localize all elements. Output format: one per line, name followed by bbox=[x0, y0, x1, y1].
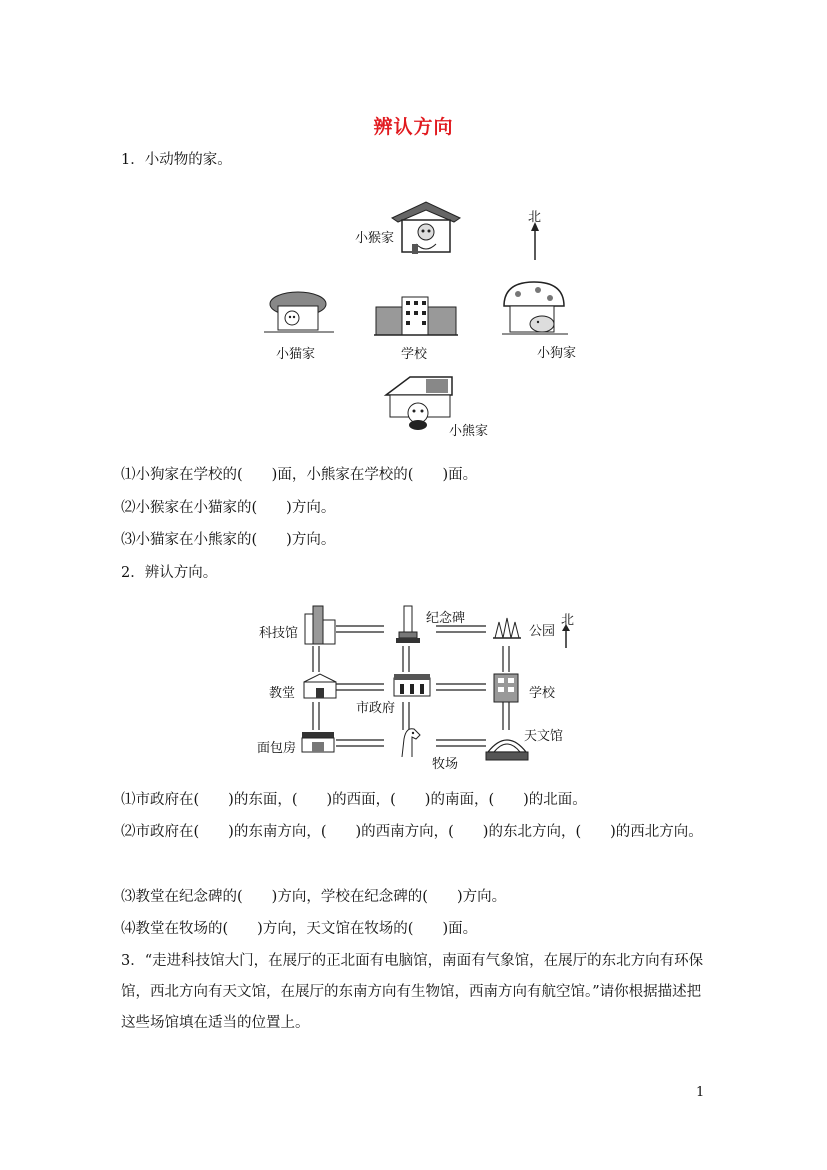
church-icon bbox=[300, 672, 340, 700]
school-icon bbox=[374, 293, 458, 337]
question-2-item-2: ⑵市政府在( )的东南方向，( )的西南方向，( )的东北方向，( )的西北方向。 bbox=[121, 824, 703, 840]
bear-house-icon bbox=[382, 373, 456, 433]
park-icon bbox=[493, 612, 521, 640]
monument-icon bbox=[396, 604, 420, 644]
map-north-label: 北 bbox=[561, 613, 575, 628]
bakery-label: 面包房 bbox=[257, 741, 297, 756]
science-museum-icon bbox=[303, 604, 337, 644]
question-2-heading: 2．辨认方向。 bbox=[121, 565, 218, 581]
cat-house-icon bbox=[262, 288, 336, 336]
question-2-item-3: ⑶教堂在纪念碑的( )方向，学校在纪念碑的( )方向。 bbox=[121, 889, 507, 905]
monkey-house-label: 小猴家 bbox=[355, 231, 395, 246]
school-building-icon bbox=[492, 672, 520, 704]
dog-house-icon bbox=[498, 280, 570, 340]
bakery-icon bbox=[300, 730, 336, 754]
question-1-item-3: ⑶小猫家在小熊家的( )方向。 bbox=[121, 532, 336, 548]
park-label: 公园 bbox=[529, 624, 556, 639]
question-1-item-1: ⑴小狗家在学校的( )面，小熊家在学校的( )面。 bbox=[121, 467, 478, 483]
page-title: 辨认方向 bbox=[373, 116, 454, 138]
dog-house-label: 小狗家 bbox=[537, 346, 577, 361]
cat-house-label: 小猫家 bbox=[276, 347, 316, 362]
page-number: 1 bbox=[696, 1085, 705, 1100]
north-arrow-icon bbox=[525, 222, 545, 262]
question-3-text: 3．“走进科技馆大门，在展厅的正北面有电脑馆，南面有气象馆，在展厅的东北方向有环保馆，西北方向有天文馆，在展厅的东南方向有生物馆，西南方向有航空馆。”请你根据描述把这些场馆填在适当的位置上。 bbox=[121, 953, 704, 1031]
question-2-item-4: ⑷教堂在牧场的( )方向，天文馆在牧场的( )面。 bbox=[121, 921, 478, 937]
question-1-heading: 1．小动物的家。 bbox=[121, 152, 232, 168]
ranch-horse-icon bbox=[398, 725, 422, 759]
school-map-label: 学校 bbox=[529, 686, 556, 701]
question-2-item-1: ⑴市政府在( )的东面，( )的西面，( )的南面，( )的北面。 bbox=[121, 792, 587, 808]
bear-house-label: 小熊家 bbox=[449, 424, 489, 439]
monkey-house-icon bbox=[388, 200, 464, 258]
school-label: 学校 bbox=[401, 347, 428, 362]
science-museum-label: 科技馆 bbox=[259, 626, 299, 641]
question-1-item-2: ⑵小猴家在小猫家的( )方向。 bbox=[121, 500, 336, 516]
planetarium-label: 天文馆 bbox=[524, 729, 564, 744]
city-hall-label: 市政府 bbox=[356, 701, 396, 716]
ranch-label: 牧场 bbox=[432, 757, 459, 772]
north-label: 北 bbox=[528, 210, 542, 225]
church-label: 教堂 bbox=[269, 686, 296, 701]
monument-label: 纪念碑 bbox=[426, 611, 466, 626]
city-hall-icon bbox=[392, 672, 432, 698]
